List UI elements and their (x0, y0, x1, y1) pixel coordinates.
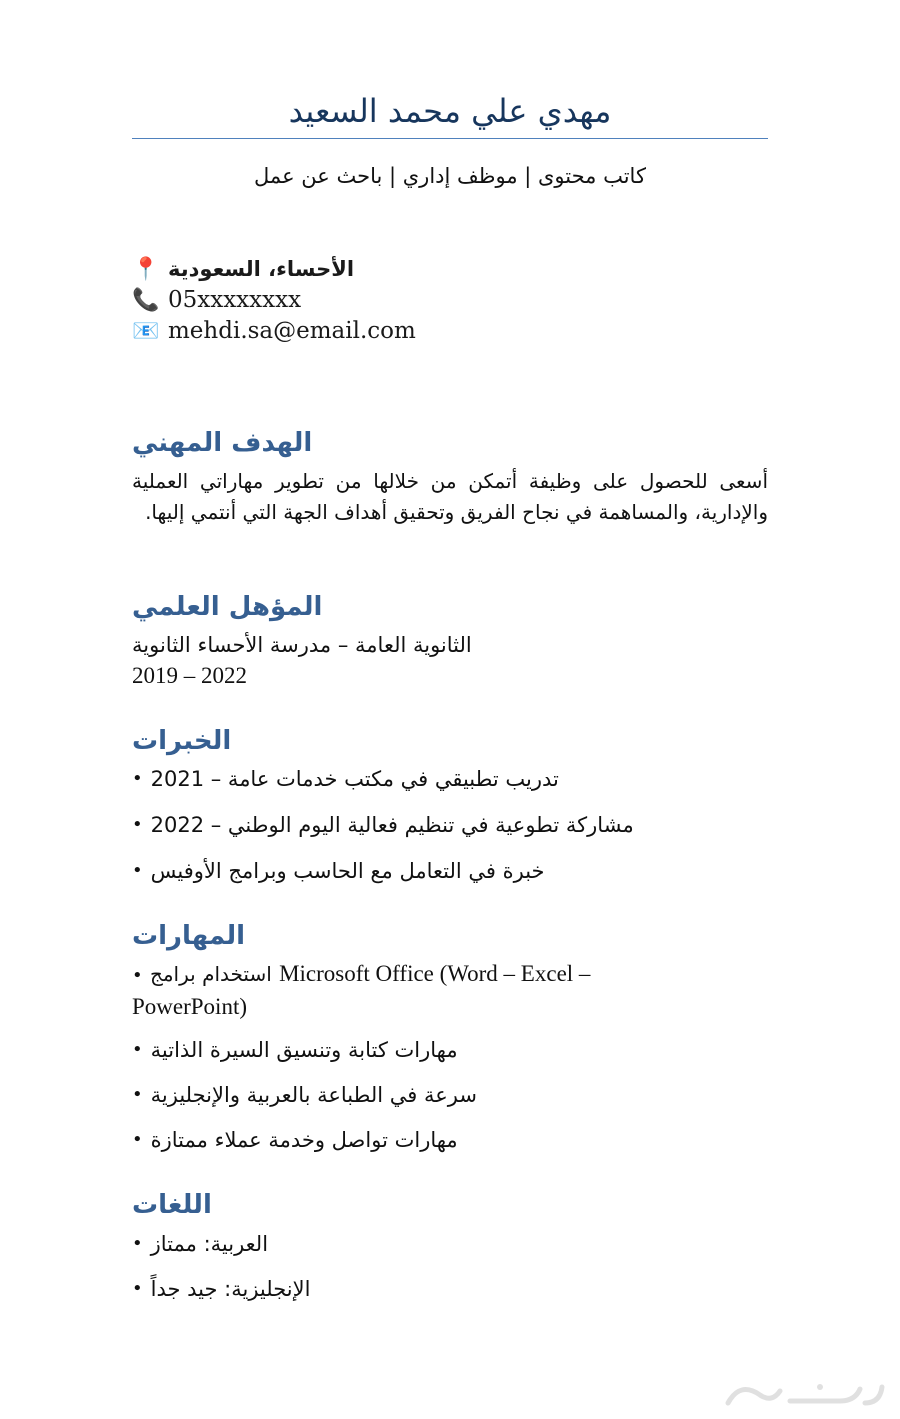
bullet-icon: • (132, 860, 143, 881)
list-item (132, 764, 772, 794)
list-item (132, 1229, 772, 1259)
section-heading-languages (132, 1190, 772, 1220)
haraj-watermark-logo (720, 1373, 890, 1413)
list-item (132, 1080, 772, 1110)
contact-block (132, 254, 772, 347)
objective-text: أسعى للحصول على وظيفة أتمكن من خلالها من تطوير مهاراتي العملية والإدارية، والمساهمة في نجاح الفريق وتحقيق أهداف الجهة التي أنتمي إليها. (132, 469, 768, 524)
resume-subtitle: كاتب محتوى | موظف إداري | باحث عن عمل (254, 164, 646, 188)
resume-name: مهدي علي محمد السعيد (288, 92, 612, 130)
experience-heading-text: الخبرات (132, 726, 232, 756)
phone-text: 05xxxxxxxx (168, 287, 302, 313)
email-icon: 📧 (132, 319, 160, 344)
section-heading-skills (132, 921, 772, 951)
contact-email (132, 316, 772, 347)
location-text: الأحساء، السعودية (168, 257, 355, 281)
bullet-icon: • (132, 768, 143, 789)
name-underline (132, 138, 768, 139)
skill-item-text: مهارات تواصل وخدمة عملاء ممتازة (150, 1128, 458, 1152)
list-item (132, 1035, 772, 1065)
list-item (132, 1125, 772, 1155)
bullet-icon: • (132, 1233, 143, 1254)
bullet-icon: • (132, 1278, 143, 1299)
skills-heading-text: المهارات (132, 921, 246, 951)
education-years: 2019 – 2022 (132, 663, 247, 688)
contact-phone (132, 285, 772, 316)
experience-item-text: تدريب تطبيقي في مكتب خدمات عامة – 2021 (150, 767, 559, 791)
bullet-icon: • (132, 1039, 143, 1060)
bullet-icon: • (132, 965, 143, 986)
skill-office-ar: استخدام برامج (149, 962, 272, 986)
contact-location (132, 254, 772, 285)
email-text: mehdi.sa@email.com (168, 318, 416, 344)
section-heading-experience (132, 726, 772, 756)
bullet-icon: • (132, 1129, 143, 1150)
phone-icon: 📞 (132, 288, 160, 313)
languages-heading-text: اللغات (132, 1190, 212, 1220)
bullet-icon: • (132, 814, 143, 835)
language-item-text: العربية: ممتاز (150, 1232, 269, 1256)
list-item (132, 810, 772, 840)
experience-item-text: مشاركة تطوعية في تنظيم فعالية اليوم الوطني – 2022 (150, 813, 634, 837)
experience-item-text: خبرة في التعامل مع الحاسب وبرامج الأوفيس (150, 859, 545, 883)
list-item (132, 1274, 772, 1304)
education-heading-text: المؤهل العلمي (132, 592, 323, 622)
education-school: الثانوية العامة – مدرسة الأحساء الثانوية (132, 633, 472, 657)
skill-office-en: Microsoft Office (Word – Excel – PowerPoint) (132, 961, 591, 1019)
pin-icon: 📍 (132, 257, 160, 282)
skill-item-text: مهارات كتابة وتنسيق السيرة الذاتية (150, 1038, 458, 1062)
bullet-icon: • (132, 1084, 143, 1105)
section-heading-education (132, 592, 772, 622)
objective-heading-text: الهدف المهني (132, 428, 313, 458)
skill-office (132, 958, 672, 1023)
language-item-text: الإنجليزية: جيد جداً (150, 1277, 311, 1301)
skill-item-text: سرعة في الطباعة بالعربية والإنجليزية (150, 1083, 477, 1107)
section-heading-objective (132, 428, 772, 458)
list-item (132, 856, 772, 886)
